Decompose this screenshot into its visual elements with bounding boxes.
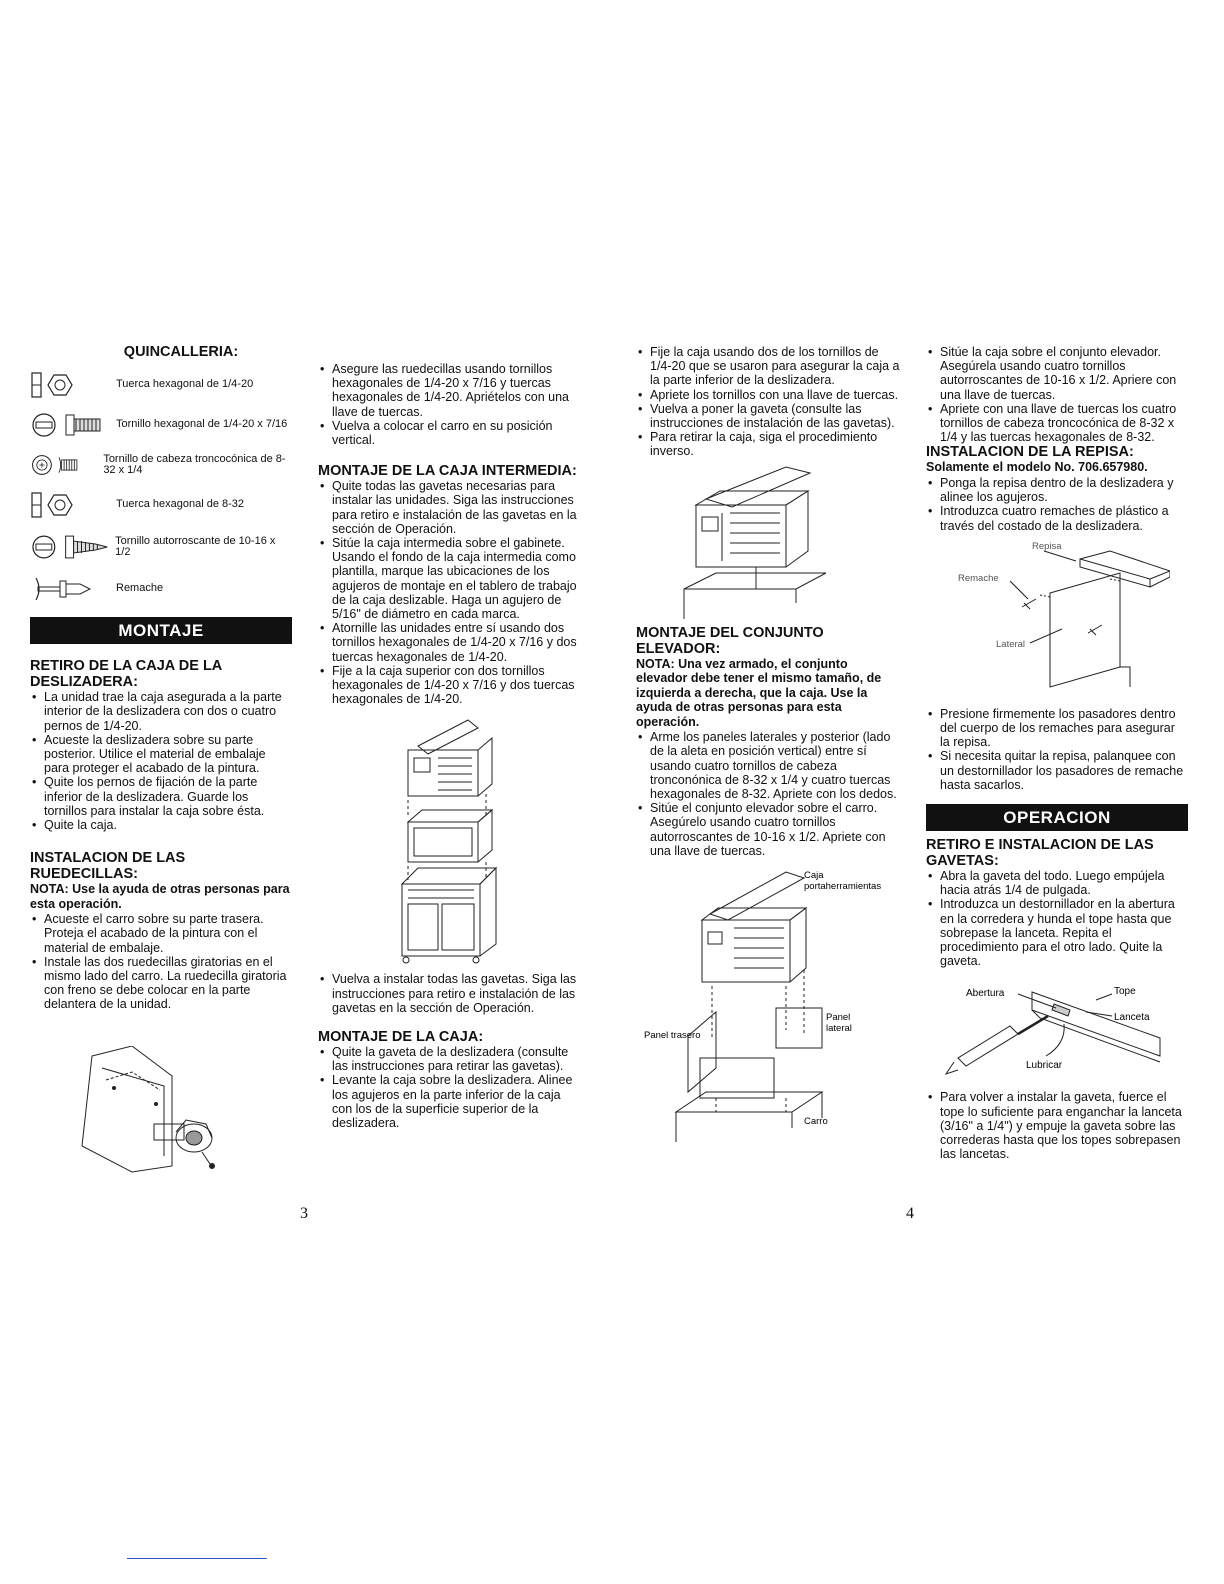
label-abertura: Abertura bbox=[966, 988, 1005, 1000]
list-item: • Si necesita quitar la repisa, palanquee con un destornillador los pasadores de remache hasta sacarlos. bbox=[926, 749, 1188, 792]
hex-nut-small-icon bbox=[30, 488, 116, 522]
ruedecillas-note: NOTA: Use la ayuda de otras personas para esta operación. bbox=[30, 882, 290, 911]
label-repisa: Repisa bbox=[1032, 540, 1062, 552]
list-item: • La unidad trae la caja asegurada a la parte interior de la deslizadera con dos o cuatro pernos de 1/4-20. bbox=[30, 690, 292, 733]
repisa-note: Solamente el modelo No. 706.657980. bbox=[926, 460, 1148, 475]
ruedecillas-list bbox=[30, 912, 292, 1011]
gavetas-list bbox=[926, 869, 1188, 968]
elevador-note: NOTA: Una vez armado, el conjunto elevador debe tener el mismo tamaño, de izquierda a derecha, que la caja. Use la ayuda de otras personas para esta operación. bbox=[636, 656, 882, 729]
hardware-item bbox=[30, 569, 292, 609]
list-item: • Instale las dos ruedecillas giratorias en el mismo lado del carro. La ruedecilla giratoria con freno se debe colocar en la parte delantera de la unidad. bbox=[30, 955, 292, 1012]
elevador-list bbox=[636, 730, 902, 858]
list-item: • Acueste la deslizadera sobre su parte posterior. Utilice el material de embalaje para proteger el acabado de la pintura. bbox=[30, 733, 292, 776]
list-item: • Atornille las unidades entre sí usando dos tornillos hexagonales de 1/4-20 x 7/16 y dos tuercas hexagonales de 1/4-20. bbox=[318, 621, 580, 664]
label-remache: Remache bbox=[958, 572, 999, 584]
hardware-label: Remache bbox=[116, 582, 164, 595]
hardware-label: Tornillo de cabeza troncocónica de 8-32 x 1/4 bbox=[103, 452, 286, 477]
hardware-item bbox=[30, 405, 292, 445]
page-number-left: 3 bbox=[300, 1205, 308, 1222]
self-tapping-screw-icon bbox=[30, 530, 115, 564]
hardware-item bbox=[30, 365, 292, 405]
repisa-heading: INSTALACION DE LA REPISA: bbox=[926, 444, 1134, 461]
intermedia-list bbox=[318, 479, 580, 706]
list-item: • Quite todas las gavetas necesarias para instalar las unidades. Siga las instrucciones para retiro e instalación de las gavetas en la sección de Operación. bbox=[318, 479, 580, 536]
hex-nut-icon bbox=[30, 368, 116, 402]
drawer-slide-illustration bbox=[936, 974, 1176, 1084]
intermediate-box-illustration bbox=[388, 718, 528, 966]
footer-rule bbox=[127, 1558, 267, 1559]
list-item: • Vuelva a colocar el carro en su posición vertical. bbox=[318, 419, 580, 447]
label-lateral: lateral bbox=[826, 1022, 852, 1034]
gavetas-after-list bbox=[926, 1090, 1188, 1161]
page-number-right: 4 bbox=[906, 1205, 914, 1222]
list-item: • Abra la gaveta del todo. Luego empújela hacia atrás 1/4 de pulgada. bbox=[926, 869, 1188, 897]
list-item: • Ponga la repisa dentro de la deslizadera y alinee los agujeros. bbox=[926, 476, 1188, 504]
caja-list bbox=[318, 1045, 580, 1130]
list-item: • Quite los pernos de fijación de la parte inferior de la deslizadera. Guarde los tornillos para instalar la caja sobre ésta. bbox=[30, 775, 292, 818]
list-item: • Vuelva a poner la gaveta (consulte las instrucciones de instalación de las gavetas). bbox=[636, 402, 902, 430]
label-panel-trasero: Panel trasero bbox=[644, 1029, 701, 1041]
repisa-after-list bbox=[926, 707, 1188, 792]
column-4 bbox=[926, 345, 1188, 1161]
list-item: • Fije la caja usando dos de los tornillos de 1/4-20 que se usaron para asegurar la caja a la parte inferior de la deslizadera. bbox=[636, 345, 902, 388]
hardware-item bbox=[30, 525, 292, 569]
list-item: • Fije a la caja superior con dos tornillos hexagonales de 1/4-20 x 7/16 y dos tuercas hexagonales de 1/4-20. bbox=[318, 664, 580, 707]
hardware-title: QUINCALLERIA: bbox=[123, 344, 239, 360]
label-carro: Carro bbox=[804, 1115, 828, 1127]
intermedia-after-list bbox=[318, 972, 580, 1015]
toolbox-on-cart-illustration bbox=[676, 463, 826, 619]
hardware-label: Tuerca hexagonal de 1/4-20 bbox=[116, 378, 254, 391]
hex-bolt-icon bbox=[30, 408, 116, 442]
label-lubricar: Lubricar bbox=[1026, 1060, 1063, 1072]
list-item: • Para volver a instalar la gaveta, fuerce el tope lo suficiente para enganchar la lanceta (3/16" a 1/4") y empuje la gaveta sobre las correderas hasta que los topes sobrepasen las lancetas. bbox=[926, 1090, 1188, 1161]
hardware-label: Tornillo autorroscante de 10-16 x 1/2 bbox=[115, 534, 276, 559]
hardware-label: Tuerca hexagonal de 8-32 bbox=[116, 498, 245, 511]
truss-head-screw-icon bbox=[30, 448, 103, 482]
list-item: • Introduzca cuatro remaches de plástico a través del costado de la deslizadera. bbox=[926, 504, 1188, 532]
list-item: • Arme los paneles laterales y posterior (lado de la aleta en posición vertical) entre sí usando cuatro tornillos de cabeza tronconónica de 8-32 x 1/4 y cuatro tuercas hexagonales de 8-32. Apriete con los dedos. bbox=[636, 730, 902, 801]
retiro-list bbox=[30, 690, 292, 832]
hardware-item bbox=[30, 485, 292, 525]
list-item: • Asegure las ruedecillas usando tornillos hexagonales de 1/4-20 x 7/16 y tuercas hexagonales de 1/4-20. Apriételos con una llave de tuercas. bbox=[318, 362, 580, 419]
list-item: • Levante la caja sobre la deslizadera. Alinee los agujeros en la parte inferior de la caja con los de la superficie superior de la deslizadera. bbox=[318, 1073, 580, 1130]
list-item: • Vuelva a instalar todas las gavetas. Siga las instrucciones para retiro e instalación de las gavetas en la sección de Operación. bbox=[318, 972, 580, 1015]
label-panel: Panel bbox=[826, 1011, 851, 1023]
montaje-banner: MONTAJE bbox=[30, 617, 292, 644]
col2-top-list bbox=[318, 362, 580, 447]
label-lateral-shelf: Lateral bbox=[996, 638, 1026, 650]
label-portaherramientas: portaherramientas bbox=[804, 880, 882, 892]
list-item: • Presione firmemente los pasadores dentro del cuerpo de los remaches para asegurar la repisa. bbox=[926, 707, 1188, 750]
col4-top-list bbox=[926, 345, 1188, 444]
list-item: • Apriete los tornillos con una llave de tuercas. bbox=[636, 388, 902, 402]
list-item: • Sitúe la caja intermedia sobre el gabinete. Usando el fondo de la caja intermedia como plantilla, marque las ubicaciones de los agujeros de montaje en el tablero de trabajo de la caja deslizable. Haga un agujero de 5/16" de diámetro en cada marca. bbox=[318, 536, 580, 621]
ruedecillas-heading: INSTALACION DE LAS RUEDECILLAS: bbox=[30, 850, 186, 883]
intermedia-heading: MONTAJE DE LA CAJA INTERMEDIA: bbox=[318, 463, 577, 480]
shelf-illustration bbox=[940, 537, 1170, 707]
caster-illustration bbox=[72, 1046, 262, 1176]
list-item: • Sitúe el conjunto elevador sobre el carro. Asegúrelo usando cuatro tornillos autorroscantes de 10-16 x 1/2. Apriete con una llave de tuercas. bbox=[636, 801, 902, 858]
column-1 bbox=[30, 345, 292, 1176]
elevador-heading: MONTAJE DEL CONJUNTO ELEVADOR: bbox=[636, 624, 824, 657]
list-item: • Quite la gaveta de la deslizadera (consulte las instrucciones para retirar las gavetas). bbox=[318, 1045, 580, 1073]
label-tope: Tope bbox=[1114, 986, 1136, 998]
column-2 bbox=[318, 362, 580, 1130]
list-item: • Sitúe la caja sobre el conjunto elevador. Asegúrela usando cuatro tornillos autorroscantes de 10-16 x 1/2. Apriere con una llave de tuercas. bbox=[926, 345, 1188, 402]
riser-assembly-illustration bbox=[636, 858, 896, 1154]
label-lanceta: Lanceta bbox=[1114, 1012, 1150, 1024]
repisa-list bbox=[926, 476, 1188, 533]
caja-heading: MONTAJE DE LA CAJA: bbox=[318, 1029, 484, 1046]
operacion-banner: OPERACION bbox=[926, 804, 1188, 831]
list-item: • Para retirar la caja, siga el procedimiento inverso. bbox=[636, 430, 902, 458]
col3-top-list bbox=[636, 345, 902, 459]
hardware-item bbox=[30, 445, 292, 485]
retiro-heading: RETIRO DE LA CAJA DE LA DESLIZADERA: bbox=[30, 658, 222, 691]
hardware-label: Tornillo hexagonal de 1/4-20 x 7/16 bbox=[116, 418, 288, 431]
rivet-icon bbox=[30, 572, 116, 606]
list-item: • Introduzca un destornillador en la abertura en la corredera y hunda el tope hasta que sobrepase la lanceta. Repita el procedimiento para el otro lado. Quite la gaveta. bbox=[926, 897, 1188, 968]
list-item: • Acueste el carro sobre su parte trasera. Proteja el acabado de la pintura con el material de embalaje. bbox=[30, 912, 292, 955]
column-3 bbox=[636, 345, 902, 1154]
list-item: • Quite la caja. bbox=[30, 818, 292, 832]
gavetas-heading: RETIRO E INSTALACION DE LAS GAVETAS: bbox=[926, 836, 1154, 869]
label-caja: Caja bbox=[804, 869, 824, 881]
list-item: • Apriete con una llave de tuercas los cuatro tornillos de cabeza troncocónica de 8-32 x 1/4 y las tuercas hexagonales de 8-32. bbox=[926, 402, 1188, 445]
